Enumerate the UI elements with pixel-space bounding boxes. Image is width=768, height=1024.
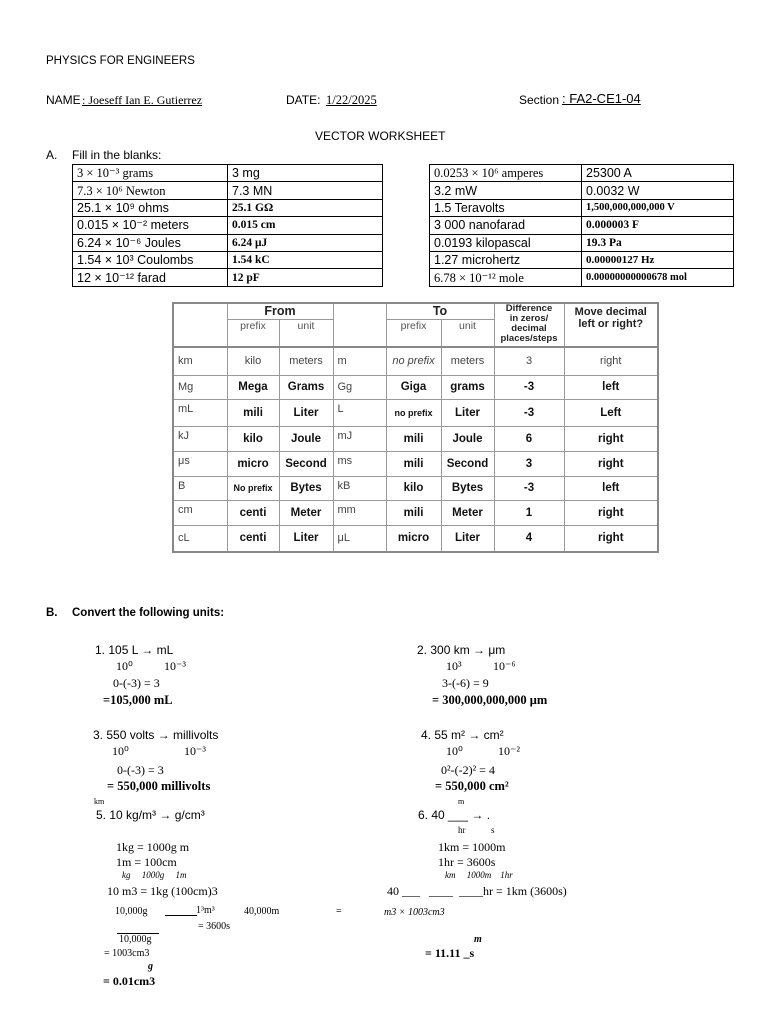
answer-cell: 1.54 kC <box>228 251 383 268</box>
table-row <box>173 426 658 451</box>
to-unit-cell: Second <box>441 451 494 476</box>
unit-note: m <box>458 797 465 806</box>
from-prefix-cell: No prefix <box>227 476 279 500</box>
to-cell: m <box>333 347 386 375</box>
from-cell: km <box>173 347 227 375</box>
to-header: To <box>386 303 494 319</box>
from-unit-header: unit <box>279 319 333 347</box>
from-unit-cell: Second <box>279 451 333 476</box>
answer: = 11.11 _s <box>425 946 475 960</box>
answer-cell: 19.3 Pa <box>582 234 734 251</box>
unit-note: km <box>94 797 105 806</box>
answer-cell: 0.00000127 Hz <box>582 251 734 268</box>
answer-cell: 7.3 MN <box>228 182 383 199</box>
from-prefix-cell: centi <box>227 525 279 552</box>
equation-subtext: km 1000m 1hr <box>445 870 513 880</box>
move-decimal-header <box>564 303 658 347</box>
question-cell: 1.5 Teravolts <box>430 199 582 216</box>
diff-line: Difference <box>505 303 553 314</box>
to-prefix-cell: no prefix <box>386 399 441 426</box>
move-cell: left <box>564 476 658 500</box>
answer: =105,000 mL <box>103 693 173 707</box>
equation-subtext: kg 1000g 1m <box>122 870 187 880</box>
exponent-to: 10⁻² <box>498 744 520 758</box>
answer-cell: 12 pF <box>228 269 383 286</box>
cubed-term: 1³m³ <box>196 905 215 916</box>
question-cell: 0.0193 kilopascal <box>430 234 582 251</box>
problem-question: 6. 40 ___ → . <box>418 808 491 822</box>
step-calc: 3-(-6) = 9 <box>442 676 489 690</box>
from-prefix-cell: centi <box>227 500 279 525</box>
answer-cell: 6.24 μJ <box>228 234 383 251</box>
unit-m: m <box>474 934 482 945</box>
name-value: : Joeseff Ian E. Gutierrez <box>82 93 203 107</box>
table-row <box>173 500 658 525</box>
equation: 1hr = 3600s <box>438 855 496 869</box>
diff-line: in zeros/ <box>509 313 549 324</box>
from-unit-cell: Bytes <box>279 476 333 500</box>
problem-question: 3. 550 volts → millivolts <box>93 728 219 742</box>
problem-question: 4. 55 m² → cm² <box>421 728 504 742</box>
move-cell: right <box>564 451 658 476</box>
exponent-from: 10⁰ <box>112 744 129 758</box>
table-row <box>173 347 658 375</box>
table-row <box>173 399 658 426</box>
from-unit-cell: Liter <box>279 525 333 552</box>
problem-question: 2. 300 km → μm <box>417 643 506 657</box>
move-cell: right <box>564 500 658 525</box>
question-cell: 3.2 mW <box>430 182 582 199</box>
to-prefix-cell: kilo <box>386 476 441 500</box>
move-cell: right <box>564 525 658 552</box>
to-cell: kB <box>333 476 386 500</box>
exponent-from: 10³ <box>446 659 462 673</box>
from-unit-cell: Grams <box>279 375 333 399</box>
part-b-title: Convert the following units: <box>72 607 225 619</box>
from-unit-cell: meters <box>279 347 333 375</box>
from-prefix-cell: kilo <box>227 347 279 375</box>
from-header: From <box>227 303 333 319</box>
term: 40,000m <box>244 906 280 917</box>
table-row <box>173 375 658 399</box>
to-prefix-cell: mili <box>386 500 441 525</box>
to-prefix-cell: mili <box>386 451 441 476</box>
table-row <box>73 165 383 182</box>
exponent-to: 10⁻³ <box>184 744 206 758</box>
equation: 1m = 100cm <box>116 855 177 869</box>
answer-cell: 0.015 cm <box>228 217 383 234</box>
prefix-table <box>172 302 659 553</box>
equals-sign: = <box>336 906 342 917</box>
from-cell: kJ <box>173 426 227 451</box>
answer: = 550,000 millivolts <box>107 779 211 793</box>
from-cell: μs <box>173 451 227 476</box>
difference-header <box>494 303 564 347</box>
problem-question: 5. 10 kg/m³ → g/cm³ <box>96 808 205 822</box>
to-prefix-cell: mili <box>386 426 441 451</box>
question-cell: 3 000 nanofarad <box>430 217 582 234</box>
to-unit-cell: Meter <box>441 500 494 525</box>
diff-cell: 4 <box>494 525 564 552</box>
unit-s: s <box>491 825 495 835</box>
denominator: = 1003cm3 <box>104 948 150 959</box>
table-row <box>430 269 734 286</box>
answer-cell: 0.0032 W <box>582 182 734 199</box>
fill-table-left <box>72 164 383 287</box>
move-line: left or right? <box>578 318 644 330</box>
from-prefix-header: prefix <box>227 319 279 347</box>
part-a-title: Fill in the blanks: <box>72 148 162 162</box>
section-value: : FA2-CE1-04 <box>562 91 641 106</box>
answer: = 0.01cm3 <box>103 974 156 988</box>
blank-header <box>333 303 386 347</box>
question-cell: 1.54 × 10³ Coulombs <box>73 251 228 268</box>
answer-cell: 25300 A <box>582 165 734 182</box>
move-cell: left <box>564 375 658 399</box>
question-cell: 3 × 10⁻³ grams <box>73 165 228 182</box>
step-calc: 0-(-3) = 3 <box>117 763 164 777</box>
diff-line: decimal <box>511 323 547 334</box>
from-prefix-cell: mili <box>227 399 279 426</box>
from-unit-cell: Joule <box>279 426 333 451</box>
question-cell: 12 × 10⁻¹² farad <box>73 269 228 286</box>
table-row <box>173 451 658 476</box>
answer-cell: 3 mg <box>228 165 383 182</box>
table-row <box>430 182 734 199</box>
exponent-from: 10⁰ <box>116 659 133 673</box>
equation: 10 m3 = 1kg (100cm)3 <box>107 884 218 898</box>
table-row <box>73 182 383 199</box>
from-cell: B <box>173 476 227 500</box>
from-unit-cell: Meter <box>279 500 333 525</box>
to-prefix-cell: micro <box>386 525 441 552</box>
to-unit-header: unit <box>441 319 494 347</box>
exponent-to: 10⁻⁶ <box>493 659 516 673</box>
exponent-to: 10⁻³ <box>164 659 186 673</box>
diff-cell: 6 <box>494 426 564 451</box>
fraction-line <box>165 915 197 916</box>
answer-cell: 0.00000000000678 mol <box>582 269 734 286</box>
to-cell: mJ <box>333 426 386 451</box>
to-cell: μL <box>333 525 386 552</box>
term: m3 × 1003cm3 <box>384 907 445 918</box>
answer-cell: 0.000003 F <box>582 217 734 234</box>
equation: 1kg = 1000g m <box>116 840 190 854</box>
from-prefix-cell: micro <box>227 451 279 476</box>
from-cell: cL <box>173 525 227 552</box>
move-cell: Left <box>564 399 658 426</box>
question-cell: 25.1 × 10⁹ ohms <box>73 199 228 216</box>
table-row <box>73 199 383 216</box>
part-a-letter: A. <box>46 148 58 162</box>
table-row <box>73 269 383 286</box>
date-label: DATE: <box>286 93 321 107</box>
question-cell: 0.015 × 10⁻² meters <box>73 217 228 234</box>
table-row <box>430 234 734 251</box>
diff-line: places/steps <box>500 333 558 344</box>
diff-cell: 3 <box>494 347 564 375</box>
to-unit-cell: grams <box>441 375 494 399</box>
numerator: 10,000g <box>115 906 148 917</box>
table-row <box>430 199 734 216</box>
table-row <box>173 525 658 552</box>
from-prefix-cell: Mega <box>227 375 279 399</box>
question-cell: 7.3 × 10⁶ Newton <box>73 182 228 199</box>
question-cell: 1.27 microhertz <box>430 251 582 268</box>
table-row <box>430 165 734 182</box>
equation: 1km = 1000m <box>438 840 506 854</box>
time-term: = 3600s <box>198 921 231 932</box>
answer: = 550,000 cm² <box>435 779 509 793</box>
date-value: 1/22/2025 <box>326 93 377 107</box>
table-row <box>73 217 383 234</box>
to-cell: Gg <box>333 375 386 399</box>
step-calc: 0²-(-2)² = 4 <box>441 763 495 777</box>
problem-question: 1. 105 L → mL <box>95 643 174 657</box>
question-cell: 0.0253 × 10⁶ amperes <box>430 165 582 182</box>
from-unit-cell: Liter <box>279 399 333 426</box>
fill-table-right <box>429 164 734 287</box>
answer: = 300,000,000,000 μm <box>432 693 548 707</box>
unit-g: g <box>148 961 153 972</box>
move-cell: right <box>564 347 658 375</box>
course-title: PHYSICS FOR ENGINEERS <box>46 55 195 67</box>
diff-cell: -3 <box>494 375 564 399</box>
table-row <box>430 217 734 234</box>
equation: 40 ___ ____ ____hr = 1km (3600s) <box>387 884 567 898</box>
from-cell: Mg <box>173 375 227 399</box>
move-cell: right <box>564 426 658 451</box>
table-row <box>430 251 734 268</box>
table-row <box>73 251 383 268</box>
move-line: Move decimal <box>574 306 647 318</box>
diff-cell: 3 <box>494 451 564 476</box>
to-cell: mm <box>333 500 386 525</box>
from-prefix-cell: kilo <box>227 426 279 451</box>
to-unit-cell: Liter <box>441 399 494 426</box>
to-unit-cell: Joule <box>441 426 494 451</box>
from-cell: mL <box>173 399 227 426</box>
diff-cell: -3 <box>494 476 564 500</box>
to-unit-cell: Bytes <box>441 476 494 500</box>
to-unit-cell: Liter <box>441 525 494 552</box>
to-cell: ms <box>333 451 386 476</box>
to-prefix-cell: no prefix <box>386 347 441 375</box>
worksheet-title: VECTOR WORKSHEET <box>315 129 446 143</box>
to-cell: L <box>333 399 386 426</box>
part-b-letter: B. <box>46 607 58 619</box>
to-prefix-header: prefix <box>386 319 441 347</box>
to-unit-cell: meters <box>441 347 494 375</box>
table-row <box>73 234 383 251</box>
question-cell: 6.78 × 10⁻¹² mole <box>430 269 582 286</box>
to-prefix-cell: Giga <box>386 375 441 399</box>
step-calc: 0-(-3) = 3 <box>113 676 160 690</box>
diff-cell: -3 <box>494 399 564 426</box>
diff-cell: 1 <box>494 500 564 525</box>
numerator: 10,000g <box>119 934 152 945</box>
table-row <box>173 476 658 500</box>
answer-cell: 1,500,000,000,000 V <box>582 199 734 216</box>
unit-hr: hr <box>458 825 466 835</box>
section-label: Section <box>519 93 560 107</box>
blank-header <box>173 303 227 347</box>
exponent-from: 10⁰ <box>446 744 463 758</box>
question-cell: 6.24 × 10⁻⁶ Joules <box>73 234 228 251</box>
from-cell: cm <box>173 500 227 525</box>
answer-cell: 25.1 GΩ <box>228 199 383 216</box>
name-label: NAME <box>46 93 81 107</box>
